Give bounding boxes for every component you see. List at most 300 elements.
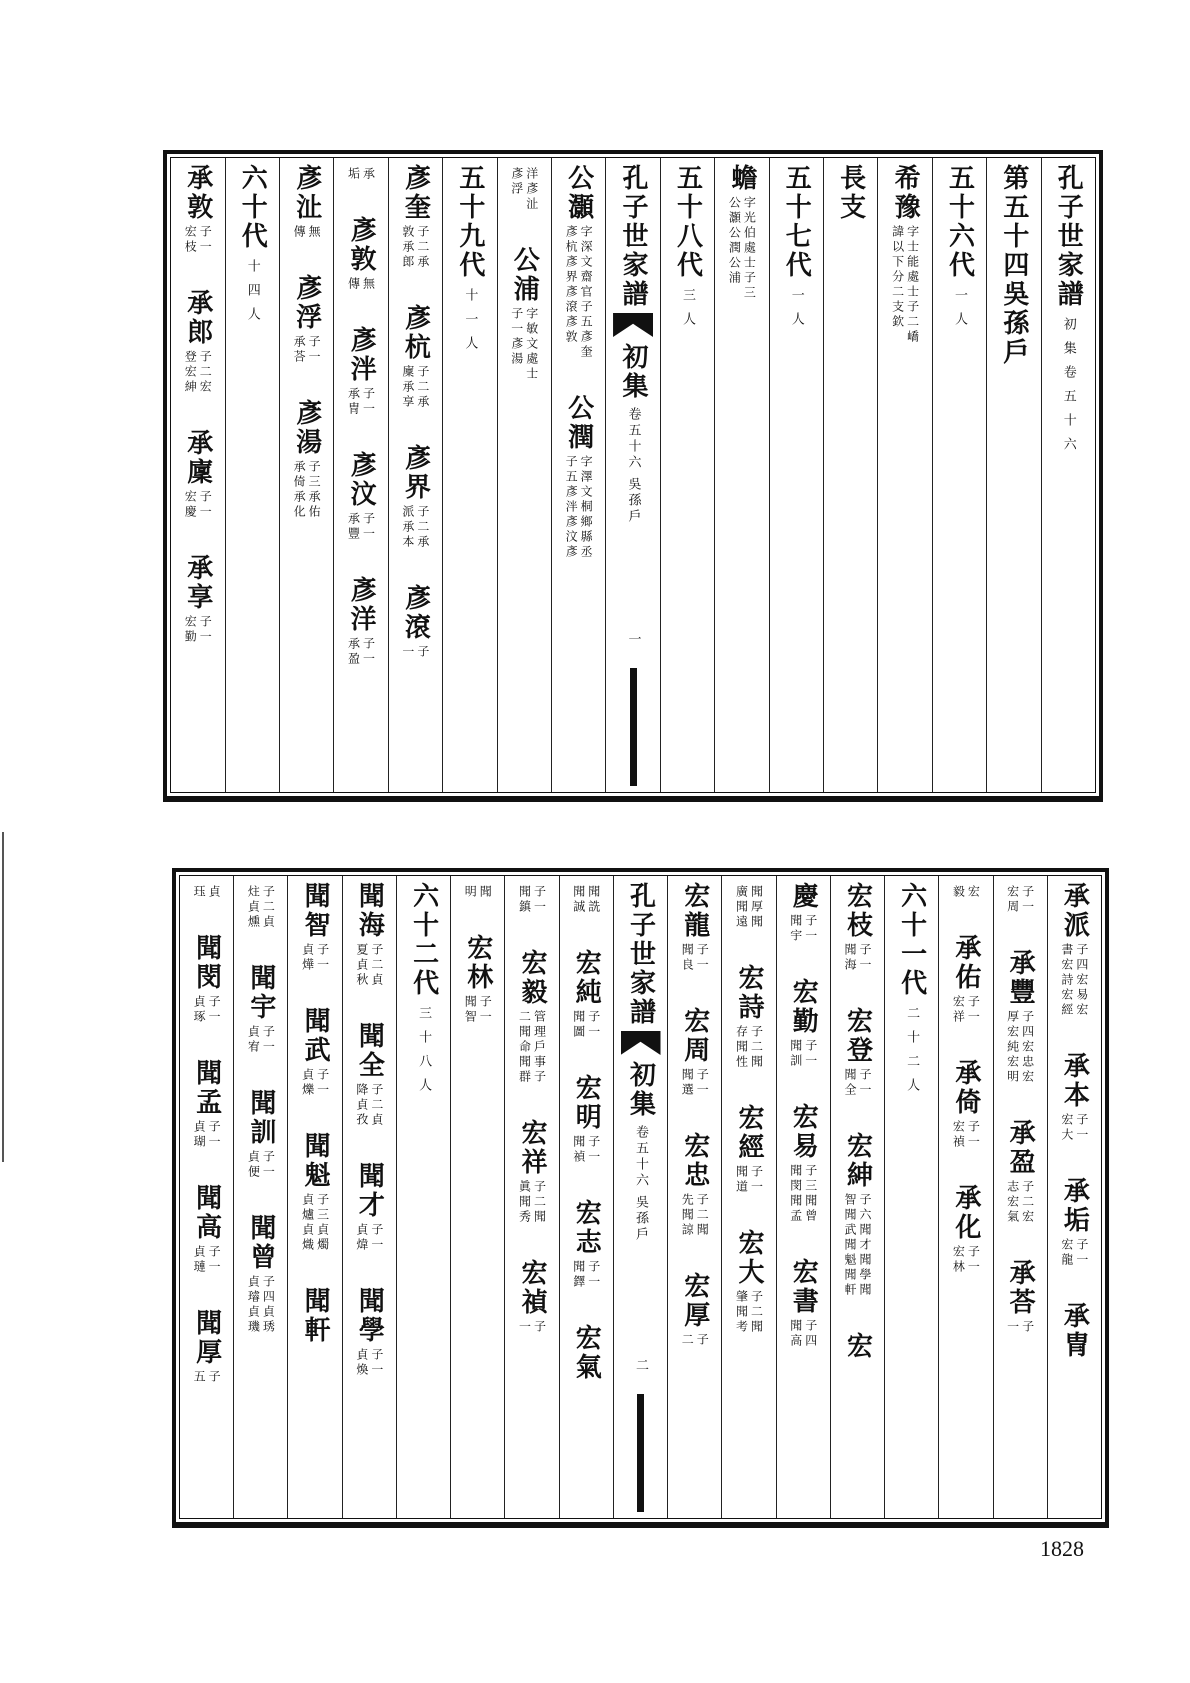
annotation-left-line: 厚宏純宏明 [1005, 1010, 1020, 1085]
genealogy-entry [356, 1287, 383, 1378]
entry-name: 彥洋 [346, 576, 377, 634]
text-column [388, 158, 442, 792]
fold-juan: 卷五十六 [633, 1125, 648, 1189]
annotation-right-line: 子一 [361, 637, 376, 667]
genealogy-entry [1053, 164, 1084, 461]
entry-name: 聞訓 [245, 1089, 276, 1147]
genealogy-entry [348, 451, 375, 542]
annotation-right-line: 子三聞曾 [803, 1164, 818, 1224]
text-column [884, 876, 938, 1518]
annotation-left-line: 傳 [346, 277, 361, 292]
annotation-left-line: 登宏紳 [183, 350, 198, 395]
scan-edge-line [2, 832, 4, 1162]
annotation-left-line: 彥浮 [509, 167, 524, 197]
genealogy-entry [193, 1184, 220, 1275]
entry-name: 六十一代 [896, 882, 927, 998]
genealogy-entry [356, 882, 383, 988]
entry-name: 彥泮 [346, 326, 377, 384]
entry-name: 聞全 [354, 1022, 385, 1080]
entry-name: 聞閔 [191, 934, 222, 992]
text-column [667, 876, 721, 1518]
genealogy-entry [193, 1309, 220, 1385]
genealogy-entry [184, 164, 211, 255]
annotation [247, 1150, 274, 1180]
annotation [681, 1068, 708, 1098]
annotation [681, 943, 708, 973]
annotation-right-line: 管理戶事子 [532, 1010, 547, 1085]
genealogy-entry [247, 964, 274, 1055]
annotation-right-line: 子一 [857, 1068, 872, 1098]
entry-name: 承本 [1059, 1052, 1090, 1110]
annotation-left-line: 宏林 [951, 1245, 966, 1275]
entry-name: 六十二代 [408, 882, 439, 998]
text-column [497, 158, 551, 792]
entry-name: 第五十四吳孫戶 [998, 164, 1029, 367]
entry-count: 十一人 [462, 288, 478, 360]
entry-name: 宏登 [842, 1007, 873, 1065]
annotation-right-line: 子二承 [415, 225, 430, 270]
annotation-left-line: 聞鐸 [571, 1260, 586, 1290]
entry-name: 宏禎 [517, 1259, 548, 1317]
annotation-right-line: 貞 [207, 885, 222, 900]
annotation-right-line: 字深文齋官子五彥奎 [579, 225, 594, 360]
annotation-right-line: 子一 [695, 943, 710, 973]
entry-name: 宏祥 [517, 1119, 548, 1177]
annotation-left-line: 諱以下分二支欽 [890, 225, 905, 330]
entry-count: 三十八人 [416, 1006, 432, 1102]
text-column [877, 158, 931, 792]
annotation [1007, 885, 1034, 915]
annotation-left-line: 眞聞秀 [517, 1180, 532, 1225]
entry-name: 聞孟 [191, 1059, 222, 1117]
annotation-left-line: 貞璿貞璣 [246, 1275, 261, 1335]
annotation-left-line: 聞誠 [571, 885, 586, 915]
entry-name: 彥汶 [346, 451, 377, 509]
annotation [511, 167, 538, 212]
annotation-left-line: 派承本 [400, 505, 415, 550]
entry-name: 彥界 [400, 444, 431, 502]
genealogy-entry [356, 1162, 383, 1253]
annotation [193, 1245, 220, 1275]
annotation [184, 615, 211, 645]
annotation-right-line: 子一 [198, 615, 213, 645]
annotation [193, 1370, 220, 1385]
genealogy-entry [1007, 1259, 1034, 1335]
annotation-left-line: 垢 [346, 167, 361, 182]
annotation [193, 885, 220, 900]
annotation-right-line: 子一 [207, 1120, 222, 1150]
genealogy-entry [454, 164, 485, 360]
entry-name: 宏明 [571, 1074, 602, 1132]
entry-name: 彥滾 [400, 584, 431, 642]
entry-count: 一人 [951, 288, 967, 336]
genealogy-entry [519, 882, 546, 915]
text-column [180, 876, 233, 1518]
genealogy-entry [348, 164, 375, 182]
annotation [356, 1348, 383, 1378]
annotation-right-line: 子 [532, 1320, 547, 1335]
annotation-left-line: 公灝公潤公浦 [727, 196, 742, 286]
entry-name: 彥湯 [291, 399, 322, 457]
annotation-left-line: 智聞武聞魁聞軒 [842, 1193, 857, 1298]
annotation-left-line: 承荅 [292, 335, 307, 365]
leaf-number: 一 [625, 632, 641, 656]
annotation-right-line: 子一 [857, 943, 872, 973]
annotation-left-line: 降貞孜 [354, 1083, 369, 1128]
genealogy-entry [790, 978, 817, 1069]
annotation-left-line: 珏 [192, 885, 207, 900]
text-column [1041, 158, 1095, 792]
annotation [790, 1319, 817, 1349]
text-column [823, 158, 877, 792]
text-column [714, 158, 768, 792]
entry-name: 聞魁 [300, 1132, 331, 1190]
annotation-right-line: 聞厚聞 [749, 885, 764, 930]
annotation-right-line: 子一 [261, 1150, 276, 1180]
annotation [348, 277, 375, 292]
fold-leaf-group [627, 632, 640, 792]
annotation [892, 225, 919, 345]
fishtail-mark [621, 1031, 661, 1055]
entry-name: 聞高 [191, 1184, 222, 1242]
genealogy-entry [681, 882, 708, 973]
genealogy-entry [735, 1104, 762, 1195]
text-column [171, 158, 224, 792]
annotation-right-line: 子一 [361, 387, 376, 417]
annotation [356, 1083, 383, 1128]
annotation-left-line: 貞煥 [354, 1348, 369, 1378]
text-column [450, 876, 504, 1518]
entry-name: 宏 [842, 1332, 873, 1361]
entry-name: 宏紳 [842, 1132, 873, 1190]
genealogy-entry [464, 934, 491, 1025]
genealogy-entry [1007, 949, 1034, 1085]
annotation-left-line: 承盈 [346, 637, 361, 667]
annotation-right-line: 宏 [966, 885, 981, 900]
annotation-left-line: 承冑 [346, 387, 361, 417]
entry-name: 承郎 [182, 289, 213, 347]
entry-name: 宏志 [571, 1199, 602, 1257]
text-column [932, 158, 986, 792]
annotation-left-line: 存聞性 [734, 1025, 749, 1070]
annotation-left-line: 明 [463, 885, 478, 900]
entry-name: 宏詩 [733, 964, 764, 1022]
annotation [293, 335, 320, 365]
genealogy-entry [237, 164, 268, 331]
entry-name: 宏忠 [679, 1132, 710, 1190]
annotation [844, 1193, 871, 1298]
annotation-right-line: 子四宏易宏 [1074, 943, 1089, 1018]
annotation-left-line: 貞爐貞熾 [300, 1193, 315, 1253]
entry-name: 彥沚 [291, 164, 322, 222]
entry-name: 承化 [950, 1184, 981, 1242]
genealogy-entry [348, 326, 375, 417]
genealogy-entry [952, 1059, 979, 1150]
elephant-trunk-bar [637, 1394, 644, 1512]
entry-name: 承荅 [1005, 1259, 1036, 1317]
annotation [952, 995, 979, 1025]
annotation [952, 1120, 979, 1150]
fold-volume: 初集 [618, 343, 649, 401]
annotation-right-line: 子三貞燭 [315, 1193, 330, 1253]
column-grid-lower [179, 875, 1102, 1519]
entry-name: 宏大 [733, 1229, 764, 1287]
entry-name: 聞厚 [191, 1309, 222, 1367]
annotation [735, 885, 762, 930]
annotation-right-line: 字光伯處士子三 [742, 196, 757, 301]
annotation-right-line: 子二承 [415, 365, 430, 410]
annotation [790, 1164, 817, 1224]
fold-juan: 卷五十六 [625, 407, 641, 471]
annotation-left-line: 一 [1005, 1320, 1020, 1335]
fold-title: 孔子世家譜 [625, 882, 656, 1027]
column-grid-upper [170, 157, 1096, 793]
text-column [559, 876, 613, 1518]
genealogy-entry [511, 246, 538, 382]
entry-count: 二十二人 [904, 1006, 920, 1102]
annotation-left-line: 貞煒 [354, 1223, 369, 1253]
genealogy-entry [184, 289, 211, 395]
genealogy-entry [728, 164, 755, 301]
entry-name: 彥奎 [400, 164, 431, 222]
annotation-right-line: 子二宏 [1020, 1180, 1035, 1225]
annotation-left-line: 聞閔聞孟 [788, 1164, 803, 1224]
annotation [790, 914, 817, 944]
genealogy-entry [193, 882, 220, 900]
annotation [1007, 1320, 1034, 1335]
annotation [348, 637, 375, 667]
annotation [573, 885, 600, 915]
annotation-right-line: 子一 [532, 885, 547, 915]
annotation-left-line: 貞璉 [192, 1245, 207, 1275]
annotation [844, 943, 871, 973]
genealogy-entry [193, 1059, 220, 1150]
genealogy-entry [302, 1132, 329, 1253]
annotation [952, 885, 979, 900]
page-frame-lower [172, 868, 1109, 1528]
annotation [193, 1120, 220, 1150]
annotation [348, 167, 375, 182]
entry-name: 承佑 [950, 934, 981, 992]
text-column [504, 876, 558, 1518]
text-column [830, 876, 884, 1518]
annotation [247, 1025, 274, 1055]
annotation-left-line: 子五彥泮彥汶彥 [564, 455, 579, 560]
entry-name: 蟾 [726, 164, 757, 193]
annotation-left-line: 聞智 [463, 995, 478, 1025]
entry-name: 承享 [182, 554, 213, 612]
annotation-right-line: 子一 [966, 995, 981, 1025]
genealogy-entry [1007, 882, 1034, 915]
text-column [551, 158, 605, 792]
genealogy-entry [835, 164, 866, 222]
entry-name: 聞宇 [245, 964, 276, 1022]
genealogy-entry [1061, 1177, 1088, 1268]
annotation [681, 1333, 708, 1348]
annotation-right-line: 子一 [198, 225, 213, 255]
elephant-trunk-bar [630, 668, 637, 786]
annotation [952, 1245, 979, 1275]
entry-name: 承派 [1059, 882, 1090, 940]
annotation [844, 1068, 871, 1098]
genealogy-entry [681, 1272, 708, 1348]
fold-title: 孔子世家譜 [618, 164, 649, 309]
annotation-left-line: 貞便 [246, 1150, 261, 1180]
annotation-right-line: 子一 [586, 1260, 601, 1290]
entry-name: 聞學 [354, 1287, 385, 1345]
fold-column [605, 158, 659, 792]
genealogy-entry [402, 444, 429, 550]
genealogy-entry [402, 304, 429, 410]
text-column [938, 876, 992, 1518]
annotation-left-line: 子一彥湯 [509, 307, 524, 367]
entry-name: 五十六代 [944, 164, 975, 280]
entry-name: 宏枝 [842, 882, 873, 940]
annotation-left-line: 敦承郎 [400, 225, 415, 270]
annotation [302, 1068, 329, 1098]
text-column [396, 876, 450, 1518]
genealogy-entry [1061, 882, 1088, 1018]
annotation [302, 1193, 329, 1253]
annotation-right-line: 子一 [695, 1068, 710, 1098]
annotation-right-line: 子一 [315, 1068, 330, 1098]
annotation-right-line: 承 [361, 167, 376, 182]
entry-name: 彥杭 [400, 304, 431, 362]
annotation [735, 1025, 762, 1070]
genealogy-entry [184, 429, 211, 520]
annotation [356, 943, 383, 988]
annotation [464, 885, 491, 900]
annotation [681, 1193, 708, 1238]
annotation-left-line: 炷貞燻 [246, 885, 261, 930]
genealogy-entry [573, 1074, 600, 1165]
annotation-left-line: 先聞諒 [680, 1193, 695, 1238]
page-frame-upper [163, 150, 1103, 802]
genealogy-entry [842, 1332, 873, 1361]
genealogy-entry [193, 934, 220, 1025]
text-column [1047, 876, 1101, 1518]
annotation-left-line: 廣聞遠 [734, 885, 749, 930]
entry-name: 彥敦 [346, 216, 377, 274]
genealogy-entry [681, 1132, 708, 1238]
text-column [333, 158, 387, 792]
annotation-left-line: 聞宇 [788, 914, 803, 944]
annotation-right-line: 無 [361, 277, 376, 292]
annotation [735, 1165, 762, 1195]
genealogy-entry [998, 164, 1029, 367]
genealogy-entry [1007, 1119, 1034, 1225]
annotation [519, 1010, 546, 1085]
genealogy-entry [1061, 1052, 1088, 1143]
annotation [519, 1180, 546, 1225]
annotation-left-line: 二聞命聞群 [517, 1010, 532, 1085]
annotation-left-line: 二 [680, 1333, 695, 1348]
annotation-right-line: 子四貞琇 [261, 1275, 276, 1335]
annotation [511, 307, 538, 382]
text-column [279, 158, 333, 792]
annotation-right-line: 子 [695, 1333, 710, 1348]
genealogy-entry [519, 1119, 546, 1225]
annotation [464, 995, 491, 1025]
annotation [565, 225, 592, 360]
genealogy-entry [790, 882, 817, 944]
annotation-left-line: 聞訓 [788, 1039, 803, 1069]
genealogy-entry [519, 949, 546, 1085]
entry-name: 承敦 [182, 164, 213, 222]
annotation [293, 460, 320, 520]
genealogy-entry [247, 1089, 274, 1180]
annotation-right-line: 子一 [966, 1120, 981, 1150]
genealogy-entry [944, 164, 975, 336]
entry-count: 初集卷五十六 [1060, 317, 1076, 461]
entry-name: 五十七代 [781, 164, 812, 280]
genealogy-entry [1059, 1302, 1090, 1360]
fishtail-mark [613, 313, 653, 337]
entry-name: 公浦 [509, 246, 540, 304]
fold-leaf-group [634, 1358, 647, 1518]
annotation [728, 196, 755, 301]
text-column [225, 158, 279, 792]
annotation-right-line: 子二貞 [261, 885, 276, 930]
annotation-right-line: 子一 [1020, 885, 1035, 915]
genealogy-entry [293, 164, 320, 240]
annotation-right-line: 子 [415, 645, 430, 660]
annotation-left-line: 廩承享 [400, 365, 415, 410]
entry-name: 承廩 [182, 429, 213, 487]
entry-count: 三人 [679, 288, 695, 336]
text-column [986, 158, 1040, 792]
entry-name: 公潤 [563, 394, 594, 452]
annotation-left-line: 毅 [951, 885, 966, 900]
annotation-right-line: 子四宏忠宏 [1020, 1010, 1035, 1085]
entry-name: 孔子世家譜 [1053, 164, 1084, 309]
annotation-left-line: 聞海 [842, 943, 857, 973]
entry-name: 五十八代 [672, 164, 703, 280]
genealogy-entry [293, 399, 320, 520]
entry-name: 聞才 [354, 1162, 385, 1220]
genealogy-entry [408, 882, 439, 1102]
genealogy-entry [896, 882, 927, 1102]
entry-name: 聞軒 [300, 1287, 331, 1345]
annotation-left-line: 宏禎 [951, 1120, 966, 1150]
annotation-right-line: 子三承佑 [307, 460, 322, 520]
entry-name: 宏經 [733, 1104, 764, 1162]
fold-column [613, 876, 667, 1518]
genealogy-entry [573, 949, 600, 1040]
annotation-right-line: 子一 [361, 512, 376, 542]
annotation-left-line: 宏枝 [183, 225, 198, 255]
genealogy-entry [300, 1287, 331, 1345]
annotation-right-line: 子二聞 [749, 1290, 764, 1335]
annotation-left-line: 五 [192, 1370, 207, 1385]
entry-name: 宏純 [571, 949, 602, 1007]
text-column [721, 876, 775, 1518]
genealogy-entry [844, 882, 871, 973]
annotation-left-line: 貞琢 [192, 995, 207, 1025]
annotation [1061, 943, 1088, 1018]
annotation-right-line: 子二承 [415, 505, 430, 550]
annotation-right-line: 字士能處士子二嶠 [905, 225, 920, 345]
annotation-left-line: 聞選 [680, 1068, 695, 1098]
annotation-left-line: 夏貞秋 [354, 943, 369, 988]
annotation [565, 455, 592, 560]
genealogy-entry [952, 1184, 979, 1275]
annotation-right-line: 子一 [369, 1348, 384, 1378]
genealogy-entry [247, 1214, 274, 1335]
annotation-left-line: 一 [400, 645, 415, 660]
annotation-right-line: 子一 [1074, 1238, 1089, 1268]
annotation-right-line: 子二貞 [369, 943, 384, 988]
